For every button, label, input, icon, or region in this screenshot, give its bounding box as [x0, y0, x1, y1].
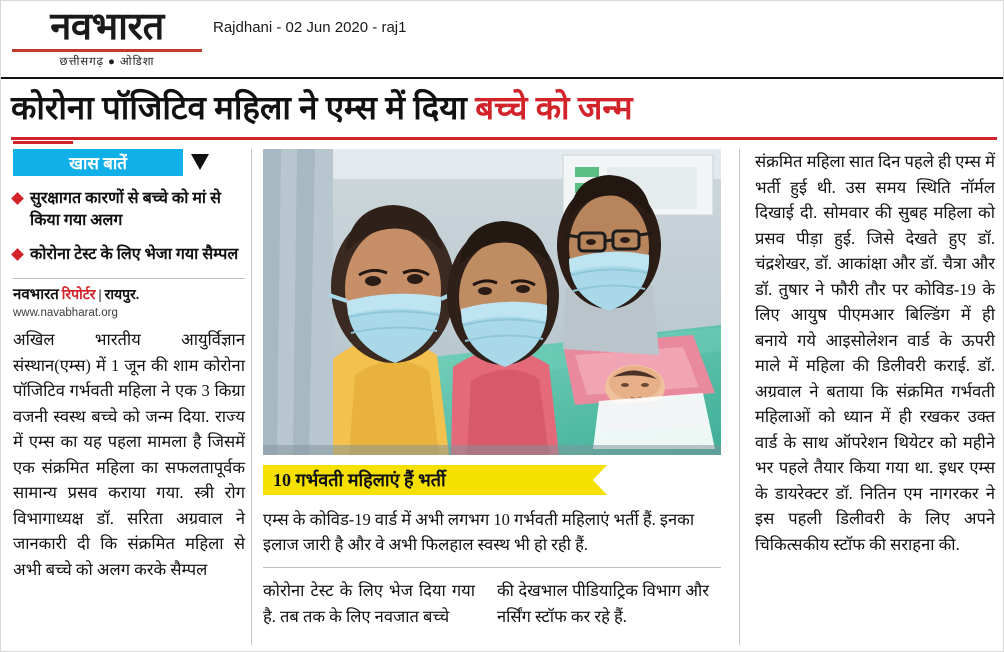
list-item	[13, 188, 245, 232]
photo-highlight-text: 10 गर्भवती महिलाएं हैं भर्ती	[273, 470, 446, 490]
newspaper-logo	[9, 7, 205, 69]
headline-container	[11, 87, 997, 131]
highlights-list	[13, 188, 245, 266]
byline-city: रायपुर.	[104, 288, 140, 303]
highlights-top-accent	[13, 141, 73, 144]
article-body-left: अखिल भारतीय आयुर्विज्ञान संस्थान(एम्स) में 1 जून की शाम कोरोना पॉजिटिव गर्भवती महिला ने एक 3 किग्रा वजनी स्वस्थ बच्चे को जन्म दिया. राज्य में एम्स का यह पहला मामला है जिसमें एक संक्रमित महिला का सफलतापूर्वक सामान्य प्रसव कराया गया. स्त्री रोग विभागाध्यक्ष डॉ. सरिता अग्रवाल ने जानकारी दी कि संक्रमित महिला से अभी बच्चे को अलग करके सैम्पल	[13, 330, 245, 579]
arrow-down-icon	[191, 154, 209, 170]
masthead	[1, 1, 1004, 73]
hospital-ward-photo	[263, 149, 721, 455]
byline-separator: |	[98, 288, 102, 303]
column-divider-2	[739, 149, 740, 645]
photo-illustration	[263, 149, 721, 455]
byline-logo: नवभारत	[13, 287, 59, 303]
list-item	[13, 244, 245, 266]
middle-column	[263, 149, 721, 629]
headline-red-part: बच्चे को जन्म	[475, 91, 633, 127]
right-column	[755, 149, 995, 557]
byline-reporter: रिपोर्टर	[61, 288, 96, 303]
article-body-right: संक्रमित महिला सात दिन पहले ही एम्स में भर्ती हुई थी. उस समय स्थिति नॉर्मल दिखाई दी. सोमवार की सुबह महिला को प्रसव पीड़ा हुई. जिसे देखते हुए डॉ. चंद्रशेखर, डॉ. आकांक्षा और डॉ. चैत्रा और डॉ. तुषार ने फौरी तौर पर कोविड-19 के लिए आयुष पीएमआर बिल्डिंग में ही बनाये गये आइसोलेशन वार्ड के ऊपरी माले में महिला की डिलीवरी कराई. डॉ. अग्रवाल ने बताया कि संक्रमित गर्भवती महिलाओं को ध्यान में ही रखकर उक्त वार्ड के साथ ऑपरेशन थियेटर को महीने भर पहले तैयार किया गया था. इधर एम्स के डायरेक्टर डॉ. नितिन एम नागरकर ने इस पहली डिलीवरी के लिए अपने चिकित्सकीय स्टॉफ की सराहना की.	[755, 152, 995, 554]
masthead-divider	[1, 77, 1004, 79]
photo-caption: एम्स के कोविड-19 वार्ड में अभी लगभग 10 गर्भवती महिलाएं भर्ती हैं. इनका इलाज जारी है और वे अभी फिलहाल स्वस्थ भी हो रही हैं.	[263, 507, 721, 568]
diamond-bullet-icon	[11, 248, 24, 261]
woman-left	[329, 205, 459, 455]
article-body-mid-left: कोरोना टेस्ट के लिए भेज दिया गया है. तब तक के लिए नवजात बच्चे	[263, 581, 475, 626]
highlight-text: कोरोना टेस्ट के लिए भेजा गया सैम्पल	[30, 246, 239, 263]
woman-middle	[447, 221, 559, 455]
highlights-box-title: खास बातें	[69, 154, 127, 173]
diamond-bullet-icon	[11, 192, 24, 205]
highlight-text: सुरक्षागत कारणों से बच्चे को मां से किया गया अलग	[30, 190, 221, 229]
page-title	[11, 88, 633, 130]
photo-highlight-banner	[263, 465, 593, 495]
woman-right-glasses	[557, 175, 661, 355]
logo-sub-text: छत्तीसगढ़ ● ओडिशा	[59, 56, 155, 68]
column-divider-1	[251, 149, 252, 645]
middle-subcolumns	[263, 578, 721, 629]
byline	[13, 278, 245, 304]
website-url[interactable]: www.navabharat.org	[13, 307, 118, 319]
highlights-box-header	[13, 149, 183, 176]
left-column	[13, 149, 245, 582]
article-body-mid-right: की देखभाल पीडियाट्रिक विभाग और नर्सिंग स्टॉफ कर रहे हैं.	[497, 581, 709, 626]
headline-black-part: कोरोना पॉजिटिव महिला ने एम्स में दिया	[11, 91, 476, 127]
banner-tail-shape	[593, 465, 607, 495]
logo-main-text: नवभारत	[50, 6, 164, 48]
headline-divider	[11, 137, 997, 140]
edition-line: Rajdhani - 02 Jun 2020 - raj1	[213, 19, 407, 36]
logo-divider	[12, 49, 202, 52]
